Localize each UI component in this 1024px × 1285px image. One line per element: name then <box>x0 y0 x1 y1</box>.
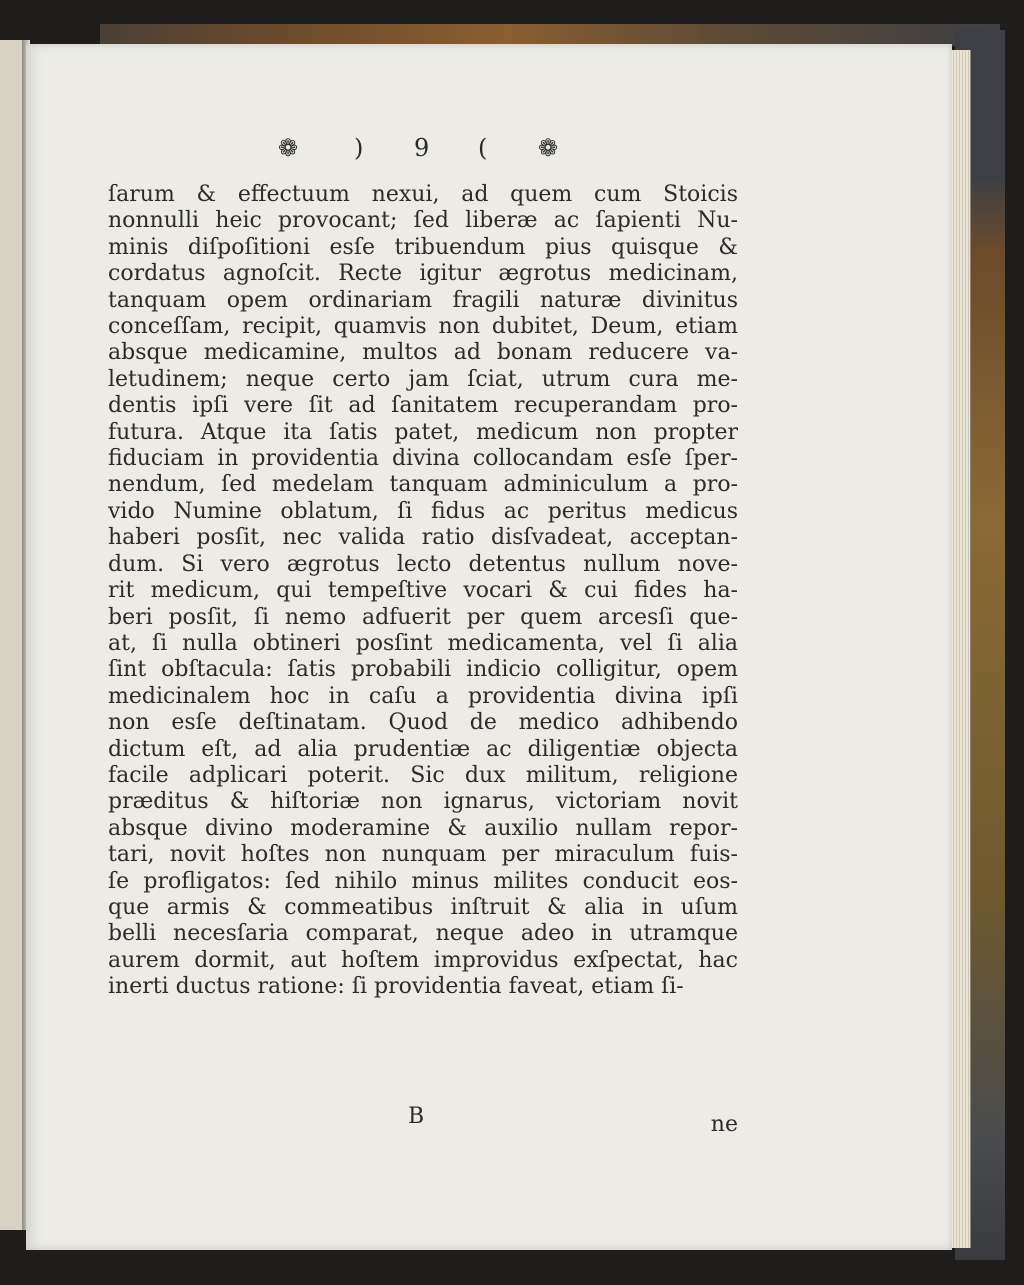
text-line: dum. Si vero ægrotus lecto detentus nullum nove- <box>108 551 738 577</box>
text-line: præditus & hiſtoriæ non ignarus, victoriam novit <box>108 789 738 815</box>
book-cover-top <box>100 24 1000 46</box>
flower-ornament-icon: ❁ <box>278 134 299 162</box>
text-line: belli necesſaria comparat, neque adeo in utramque <box>108 921 738 947</box>
text-line: cordatus agnoſcit. Recte igitur ægrotus medicinam, <box>108 261 738 287</box>
body-text <box>108 182 738 1001</box>
text-line: ſe profligatos: ſed nihilo minus milites conducit eos- <box>108 868 738 894</box>
text-line: futura. Atque ita ſatis patet, medicum non propter <box>108 419 738 445</box>
text-line: medicinalem hoc in caſu a providentia divina ipſi <box>108 683 738 709</box>
text-line: inerti ductus ratione: ſi providentia faveat, etiam ſi- <box>108 974 684 1000</box>
header-paren-right: ( <box>478 134 488 162</box>
catchword: ne <box>710 1112 738 1137</box>
text-line: absque divino moderamine & auxilio nullam repor- <box>108 815 738 841</box>
text-line: letudinem; neque certo jam ſciat, utrum cura me- <box>108 366 738 392</box>
text-line: nonnulli heic provocant; ſed liberæ ac ſapienti Nu- <box>108 208 738 234</box>
text-line: que armis & commeatibus inſtruit & alia in uſum <box>108 894 738 920</box>
flower-ornament-icon: ❁ <box>538 134 559 162</box>
text-line: dentis ipſi vere ſit ad ſanitatem recuperandam pro- <box>108 393 738 419</box>
text-line: tanquam opem ordinariam fragili naturæ divinitus <box>108 287 738 313</box>
text-line: ſarum & effectuum nexui, ad quem cum Stoicis <box>108 182 738 207</box>
text-line: rit medicum, qui tempeſtive vocari & cui fides ha- <box>108 578 738 604</box>
signature-mark: B <box>408 1104 425 1129</box>
text-line: tari, novit hoſtes non nunquam per miraculum fuis- <box>108 842 738 868</box>
text-line: vido Numine oblatum, ſi fidus ac peritus medicus <box>108 498 738 524</box>
page-number: 9 <box>414 134 430 162</box>
text-line: fiduciam in providentia divina collocandam esſe ſper- <box>108 446 738 472</box>
header-paren-left: ) <box>354 134 364 162</box>
text-line: conceſſam, recipit, quamvis non dubitet, Deum, etiam <box>108 314 738 340</box>
text-line: nendum, ſed medelam tanquam adminiculum a pro- <box>108 472 738 498</box>
page-header <box>26 128 952 168</box>
text-line: dictum eſt, ad alia prudentiæ ac diligentiæ objecta <box>108 736 738 762</box>
text-line: ſint obſtacula: ſatis probabili indicio colligitur, opem <box>108 657 738 683</box>
page-footer <box>108 1104 738 1137</box>
text-line: at, ſi nulla obtineri posſint medicamenta, vel ſi alia <box>108 630 738 656</box>
text-line: aurem dormit, aut hoſtem improvidus exſpectat, hac <box>108 947 738 973</box>
text-line: absque medicamine, multos ad bonam reducere va- <box>108 340 738 366</box>
text-line: non esſe deſtinatam. Quod de medico adhibendo <box>108 710 738 736</box>
text-line: beri posſit, ſi nemo adfuerit per quem arcesſi que- <box>108 604 738 630</box>
left-page-edge <box>0 40 23 1230</box>
text-line: haberi posſit, nec valida ratio disſvadeat, acceptan- <box>108 525 738 551</box>
text-line: facile adplicari poterit. Sic dux militum, religione <box>108 762 738 788</box>
text-line: minis diſpoſitioni esſe tribuendum pius quisque & <box>108 234 738 260</box>
book-page <box>26 44 952 1250</box>
